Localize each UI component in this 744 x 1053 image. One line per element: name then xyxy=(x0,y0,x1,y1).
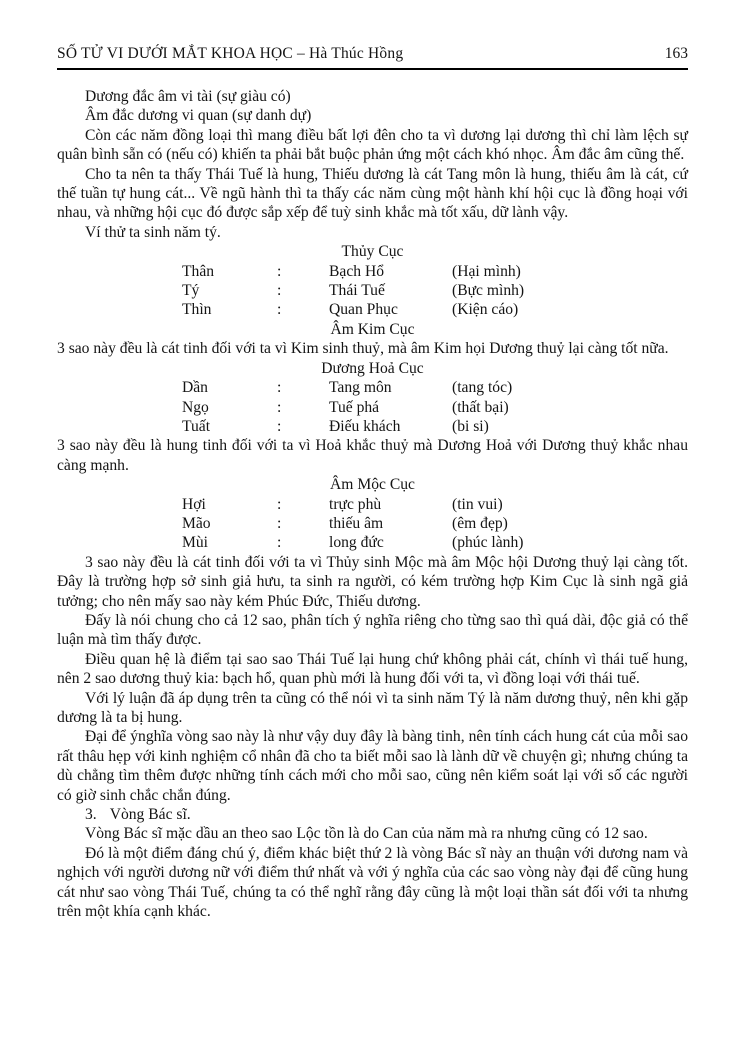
branch-label: Hợi xyxy=(182,495,206,513)
paragraph-dai-de: Đại để ýnghĩa vòng sao này là như vậy duy đây là bàng tinh, nên tính cách hung cát của mỗi sao rất thâu hẹp với kinh nghiệm cổ nhân đã cho ta biết mỗi sao là lành dữ về chuyện gì; nhưng chúng ta dù chẳng tìm thêm được những tính cách mới cho mỗi sao, cũng nên kiểm soát lại với số các người có giờ sinh chắc chắn đúng. xyxy=(57,728,688,804)
table-row xyxy=(182,262,688,281)
branch-label: Mão xyxy=(182,514,211,532)
paragraph-kim-note: 3 sao này đều là cát tinh đối với ta vì Kim sinh thuỷ, mà âm Kim họi Dương thuỷ lại càng tốt nữa. xyxy=(57,340,669,358)
star-name: trực phù xyxy=(329,495,382,513)
table-row xyxy=(182,281,688,300)
heading-am-kim-cuc: Âm Kim Cục xyxy=(330,320,415,338)
branch-label: Mùi xyxy=(182,534,208,552)
star-meaning: (tin vui) xyxy=(452,495,503,513)
paragraph-dieu-quan-he: Điều quan hệ là điểm tại sao sao Thái Tuế lại hung chứ không phải cát, chính vì thái tuế hung, nên 2 sao dương thuỷ kia: bạch hổ, quan phù mới là hung đối với ta, vì đồng loại với thái tuế. xyxy=(57,650,688,688)
star-name: Điếu khách xyxy=(329,417,401,435)
table-row xyxy=(182,514,688,533)
star-name: Quan Phục xyxy=(329,301,398,319)
section-number: 3. xyxy=(85,806,97,824)
table-row xyxy=(182,533,688,552)
paragraph-cho-ta: Cho ta nên ta thấy Thái Tuế là hung, Thiếu dương là cát Tang môn là hung, thiếu âm là cát, cứ thế tuần tự hung cát... Về ngũ hành thì ta thấy các năm cùng một hành khí hội cục là đồng hoại với nhau, và những hội cục đó được sắp xếp để tuỳ sinh khắc mà tốt xấu, dữ lành vậy. xyxy=(57,165,688,222)
branch-label: Thìn xyxy=(182,301,212,319)
star-meaning: (Kiện cáo) xyxy=(452,301,519,319)
colon-separator: : xyxy=(277,262,282,280)
paragraph-hoa-note: 3 sao này đều là hung tinh đối với ta vì Hoả khắc thuỷ mà Dương Hoả với Dương thuỷ khắc nhau càng mạnh. xyxy=(57,437,688,474)
colon-separator: : xyxy=(277,398,282,416)
star-meaning: (phúc lành) xyxy=(452,534,524,552)
colon-separator: : xyxy=(277,495,282,513)
table-row xyxy=(182,378,688,397)
star-meaning: (tang tóc) xyxy=(452,379,513,397)
colon-separator: : xyxy=(277,301,282,319)
star-meaning: (Bực mình) xyxy=(452,282,525,300)
branch-label: Thân xyxy=(182,262,215,280)
star-name: thiếu âm xyxy=(329,514,384,532)
colon-separator: : xyxy=(277,417,282,435)
star-name: Tang môn xyxy=(329,379,392,397)
colon-separator: : xyxy=(277,514,282,532)
star-meaning: (Hại mình) xyxy=(452,262,521,280)
branch-label: Tý xyxy=(182,282,200,300)
star-meaning: (êm đẹp) xyxy=(452,514,508,532)
section-heading-vong-bac-si xyxy=(57,805,688,824)
heading-thuy-cuc: Thủy Cục xyxy=(341,243,404,261)
branch-label: Dần xyxy=(182,379,208,397)
paragraph-dong-loai: Còn các năm đồng loại thì mang điều bất lợi đên cho ta vì dương lại dương thì chỉ làm lệch sự quân bình sẵn có (nếu có) khiến ta phải bắt buộc phản ứng một cách khó nhọc. Âm đắc âm cũng thế. xyxy=(57,126,688,164)
star-meaning: (thất bại) xyxy=(452,398,509,416)
header-rule xyxy=(57,68,688,70)
colon-separator: : xyxy=(277,379,282,397)
page-number: 163 xyxy=(664,45,688,62)
colon-separator: : xyxy=(277,282,282,300)
paragraph-do-la: Đó là một điểm đáng chú ý, điểm khác biệt thứ 2 là vòng Bác sĩ này an thuận với dương nam và nghịch với người dương nữ với điểm thứ nhất và với ý nghĩa của các sao vòng này đại để cũng hung cát như sao vòng Thái Tuế, chúng ta có thể nghĩ rằng đây cũng là một loại thần sát đối với ta nhưng trên một khía cạnh khác. xyxy=(57,844,688,921)
paragraph-voi-ly-luan: Với lý luận đã áp dụng trên ta cũng có thể nói vì ta sinh năm Tý là năm dương thuỷ, nên khi gặp dương là ta bị hung. xyxy=(57,689,688,726)
branch-label: Ngọ xyxy=(182,398,209,416)
star-name: Bạch Hổ xyxy=(329,262,384,280)
star-name: Tuế phá xyxy=(329,398,380,416)
paragraph-moc-note: 3 sao này đều là cát tinh đối với ta vì Thủy sinh Mộc mà âm Mộc hội Dương thuỷ lại càng tốt. Đây là trường hợp sở sinh giả hưu, ta sinh ra người, có kém trường hợp Kim Cục là sinh ngã giả tưởng; cho nên mấy sao này kém Phúc Đức, Thiếu dương. xyxy=(57,553,688,610)
section-title: Vòng Bác sĩ. xyxy=(109,806,191,824)
running-title: SỐ TỬ VI DƯỚI MẮT KHOA HỌC – Hà Thúc Hồng xyxy=(57,45,404,62)
star-meaning: (bi si) xyxy=(452,417,489,435)
heading-duong-hoa-cuc: Dương Hoả Cục xyxy=(321,359,424,377)
page-body xyxy=(57,87,688,921)
table-row xyxy=(182,417,688,436)
couplet-line: Âm đắc dương vi quan (sự danh dự) xyxy=(85,107,312,125)
couplet-line: Dương đắc âm vi tài (sự giàu có) xyxy=(85,88,291,105)
branch-label: Tuất xyxy=(182,417,211,435)
table-row xyxy=(182,398,688,417)
table-row xyxy=(182,300,688,319)
paragraph-vi-thu: Ví thử ta sinh năm tý. xyxy=(85,223,221,241)
star-name: long đức xyxy=(329,534,384,552)
colon-separator: : xyxy=(277,534,282,552)
page-header xyxy=(57,45,688,63)
paragraph-vong-bac-si: Vòng Bác sĩ mặc dầu an theo sao Lộc tồn là do Can của năm mà ra nhưng cũng có 12 sao. xyxy=(85,825,648,843)
paragraph-day-la: Đấy là nói chung cho cả 12 sao, phân tích ý nghĩa riêng cho từng sao thì quá dài, độc giả có thể luận mà tìm thấy được. xyxy=(57,611,688,649)
heading-am-moc-cuc: Âm Mộc Cục xyxy=(330,476,415,494)
star-name: Thái Tuế xyxy=(329,282,385,300)
table-row xyxy=(182,495,688,514)
